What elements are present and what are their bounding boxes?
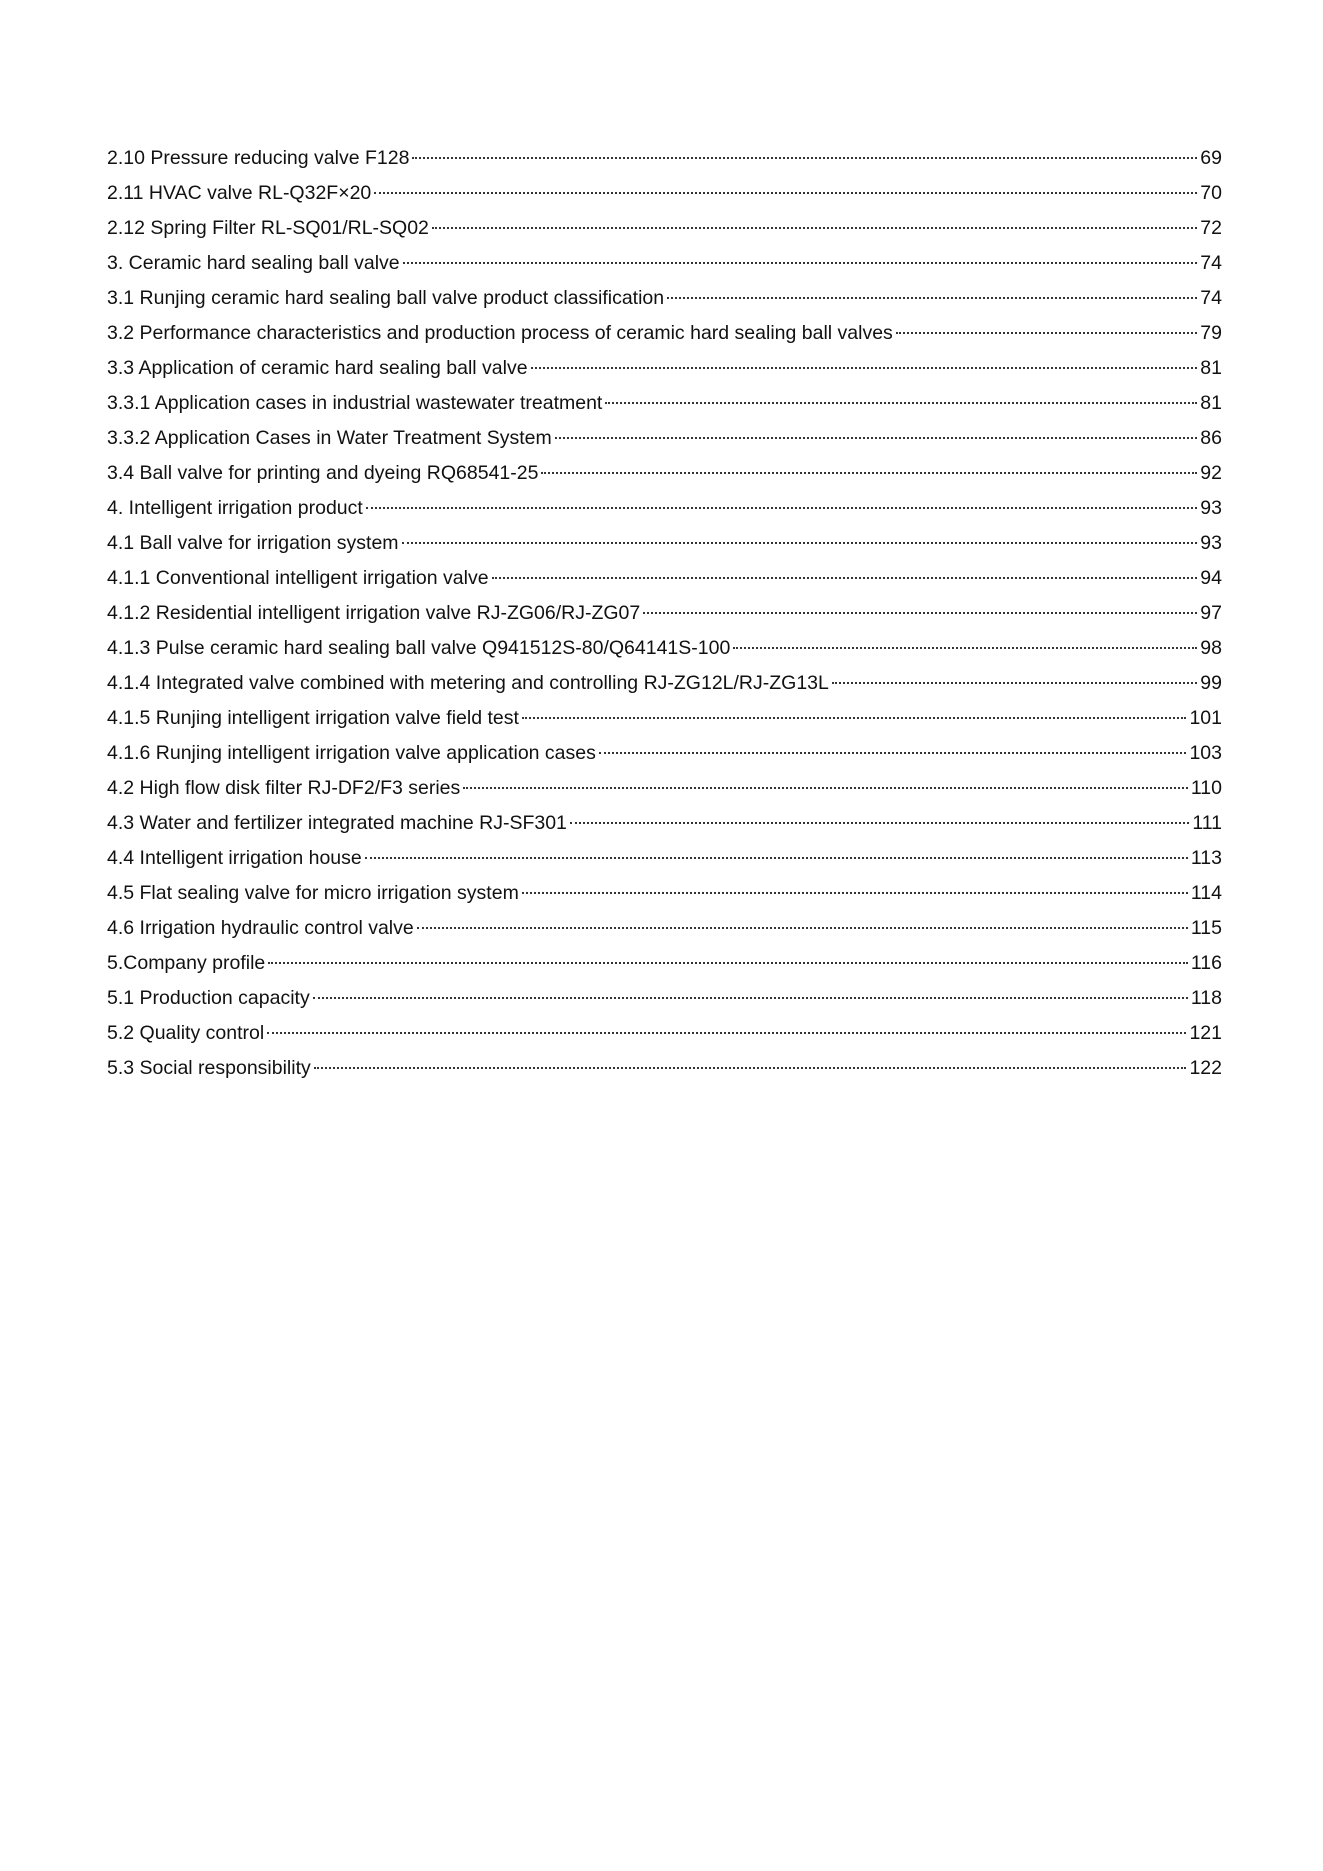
toc-entry-title: 4.6 Irrigation hydraulic control valve [107,917,414,939]
toc-entry-page-number: 98 [1200,637,1222,659]
toc-entry[interactable] [107,561,1222,596]
toc-entry-title: 2.11 HVAC valve RL-Q32F×20 [107,182,372,204]
toc-entry[interactable] [107,806,1222,841]
toc-dot-leader [667,297,1197,299]
toc-dot-leader [599,752,1187,754]
toc-entry-title: 3.2 Performance characteristics and production process of ceramic hard sealing ball valves [107,322,893,344]
toc-entry-title: 5.Company profile [107,952,266,974]
toc-entry-page-number: 74 [1200,252,1222,274]
toc-entry-page-number: 93 [1200,497,1222,519]
toc-entry-page-number: 103 [1189,742,1222,764]
toc-entry[interactable] [107,351,1222,386]
toc-entry[interactable] [107,176,1222,211]
toc-entry[interactable] [107,596,1222,631]
toc-entry-title: 4.3 Water and fertilizer integrated machine RJ-SF301 [107,812,567,834]
toc-entry-title: 3.3.1 Application cases in industrial wastewater treatment [107,392,603,414]
toc-entry[interactable] [107,1016,1222,1051]
toc-dot-leader [402,542,1198,544]
toc-dot-leader [314,1067,1187,1069]
toc-entry-title: 4.1.4 Integrated valve combined with metering and controlling RJ-ZG12L/RJ-ZG13L [107,672,829,694]
toc-entry[interactable] [107,736,1222,771]
toc-entry-page-number: 70 [1200,182,1222,204]
toc-entry-title: 4. Intelligent irrigation product [107,497,363,519]
toc-entry-title: 2.10 Pressure reducing valve F128 [107,147,410,169]
toc-dot-leader [366,507,1197,509]
toc-entry-title: 4.1.6 Runjing intelligent irrigation valve application cases [107,742,596,764]
toc-entry-title: 4.2 High flow disk filter RJ-DF2/F3 series [107,777,461,799]
toc-entry-page-number: 121 [1189,1022,1222,1044]
toc-dot-leader [605,402,1197,404]
toc-entry[interactable] [107,1051,1222,1086]
toc-dot-leader [522,892,1188,894]
toc-entry[interactable] [107,141,1222,176]
toc-entry-page-number: 116 [1190,952,1222,974]
toc-entry-title: 5.3 Social responsibility [107,1057,311,1079]
toc-entry-title: 3.3 Application of ceramic hard sealing ball valve [107,357,528,379]
toc-entry-page-number: 69 [1200,147,1222,169]
toc-entry-page-number: 111 [1192,812,1222,834]
toc-dot-leader [463,787,1188,789]
toc-entry-page-number: 86 [1200,427,1222,449]
toc-entry-title: 3. Ceramic hard sealing ball valve [107,252,400,274]
toc-entry-title: 4.1.3 Pulse ceramic hard sealing ball valve Q941512S-80/Q64141S-100 [107,637,731,659]
toc-entry[interactable] [107,876,1222,911]
toc-entry-page-number: 94 [1200,567,1222,589]
toc-dot-leader [832,682,1197,684]
toc-dot-leader [432,227,1197,229]
toc-entry-page-number: 92 [1200,462,1222,484]
toc-dot-leader [531,367,1198,369]
toc-dot-leader [313,997,1188,999]
toc-dot-leader [365,857,1188,859]
toc-entry[interactable] [107,316,1222,351]
toc-entry-page-number: 79 [1200,322,1222,344]
toc-entry-title: 5.1 Production capacity [107,987,310,1009]
toc-entry-title: 4.5 Flat sealing valve for micro irrigation system [107,882,519,904]
toc-dot-leader [896,332,1197,334]
toc-entry[interactable] [107,666,1222,701]
toc-dot-leader [492,577,1198,579]
toc-entry[interactable] [107,526,1222,561]
toc-entry-title: 4.1.2 Residential intelligent irrigation valve RJ-ZG06/RJ-ZG07 [107,602,641,624]
toc-entry-page-number: 122 [1189,1057,1222,1079]
toc-entry-page-number: 97 [1200,602,1222,624]
toc-dot-leader [570,822,1189,824]
toc-entry[interactable] [107,491,1222,526]
toc-entry-title: 4.1 Ball valve for irrigation system [107,532,399,554]
toc-entry[interactable] [107,701,1222,736]
toc-entry[interactable] [107,841,1222,876]
toc-entry[interactable] [107,281,1222,316]
toc-entry[interactable] [107,946,1222,981]
toc-entry[interactable] [107,911,1222,946]
toc-dot-leader [403,262,1198,264]
toc-entry-title: 3.1 Runjing ceramic hard sealing ball valve product classification [107,287,665,309]
toc-entry[interactable] [107,981,1222,1016]
toc-entry-title: 5.2 Quality control [107,1022,265,1044]
table-of-contents [107,141,1222,1086]
toc-dot-leader [268,962,1188,964]
toc-dot-leader [643,612,1197,614]
toc-entry-title: 4.1.5 Runjing intelligent irrigation valve field test [107,707,519,729]
toc-dot-leader [267,1032,1186,1034]
toc-entry-title: 3.3.2 Application Cases in Water Treatment System [107,427,552,449]
toc-entry-page-number: 81 [1200,392,1222,414]
toc-entry-title: 4.1.1 Conventional intelligent irrigation valve [107,567,489,589]
toc-entry-page-number: 114 [1190,882,1222,904]
toc-entry-page-number: 110 [1190,777,1222,799]
toc-entry-page-number: 115 [1190,917,1222,939]
toc-entry[interactable] [107,386,1222,421]
toc-entry-page-number: 93 [1200,532,1222,554]
toc-entry-title: 4.4 Intelligent irrigation house [107,847,362,869]
toc-entry[interactable] [107,771,1222,806]
toc-dot-leader [555,437,1198,439]
toc-dot-leader [522,717,1187,719]
toc-entry[interactable] [107,211,1222,246]
toc-dot-leader [374,192,1197,194]
toc-entry[interactable] [107,246,1222,281]
toc-entry-page-number: 101 [1189,707,1222,729]
toc-dot-leader [412,157,1197,159]
toc-entry-page-number: 81 [1200,357,1222,379]
toc-entry-title: 2.12 Spring Filter RL-SQ01/RL-SQ02 [107,217,429,239]
toc-entry[interactable] [107,631,1222,666]
toc-entry-page-number: 99 [1200,672,1222,694]
toc-dot-leader [733,647,1197,649]
toc-entry[interactable] [107,456,1222,491]
toc-entry-page-number: 72 [1200,217,1222,239]
toc-dot-leader [541,472,1197,474]
toc-entry-page-number: 74 [1200,287,1222,309]
toc-entry[interactable] [107,421,1222,456]
toc-dot-leader [417,927,1188,929]
toc-entry-page-number: 113 [1190,847,1222,869]
toc-entry-page-number: 118 [1190,987,1222,1009]
toc-entry-title: 3.4 Ball valve for printing and dyeing RQ68541-25 [107,462,539,484]
